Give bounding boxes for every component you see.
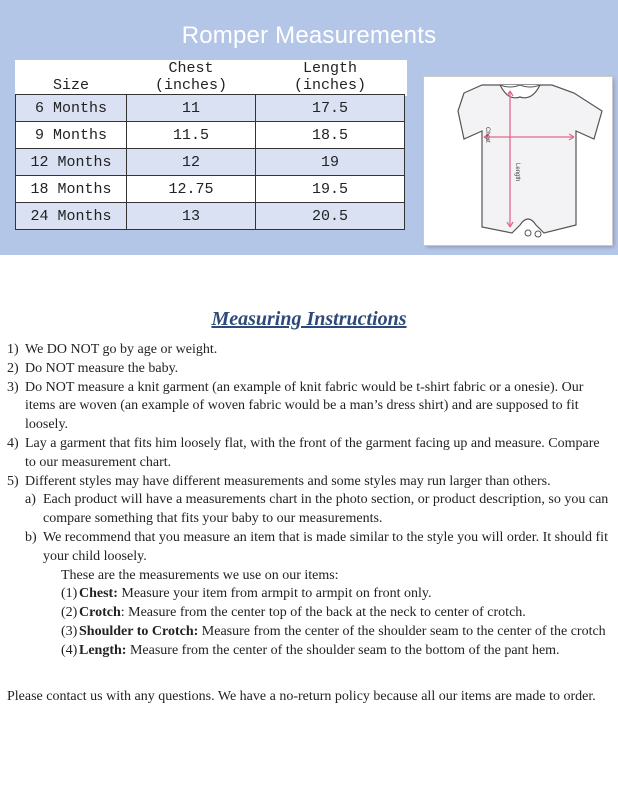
measurement-description: Measure from the center of the shoulder seam to the bottom of the pant hem. bbox=[126, 642, 560, 658]
column-header-size bbox=[16, 60, 127, 95]
sub-list-item bbox=[7, 529, 612, 567]
list-number: 5) bbox=[7, 473, 19, 489]
cell-length: 19 bbox=[256, 149, 405, 176]
table-row bbox=[16, 95, 405, 122]
romper-sketch-icon bbox=[424, 77, 612, 245]
contact-note: Please contact us with any questions. We have a no-return policy because all our items are made to order. bbox=[7, 689, 596, 704]
romper-diagram bbox=[424, 77, 612, 245]
list-text: Different styles may have different measurements and some styles may run larger than others. bbox=[25, 473, 551, 489]
list-item bbox=[7, 379, 612, 435]
measurement-number: (1) bbox=[61, 586, 78, 602]
cell-length: 19.5 bbox=[256, 176, 405, 203]
measurement-description: Measure from the center of the shoulder seam to the center of the crotch bbox=[198, 623, 606, 639]
list-item bbox=[7, 473, 612, 492]
column-header-chest-line1: Chest bbox=[168, 60, 214, 77]
measurement-item bbox=[7, 623, 612, 642]
measurement-table bbox=[15, 60, 405, 230]
column-header-length-line1: Length bbox=[302, 60, 357, 77]
measurement-term: Length: bbox=[79, 642, 127, 658]
measurement-item bbox=[7, 604, 612, 623]
list-item bbox=[7, 360, 612, 379]
instructions-list bbox=[7, 341, 612, 661]
measurement-term: Shoulder to Crotch: bbox=[79, 623, 199, 639]
cell-chest: 12 bbox=[127, 149, 256, 176]
measurement-description: : Measure from the center top of the back at the neck to center of crotch. bbox=[120, 605, 526, 621]
column-header-length-line2: (inches) bbox=[293, 77, 366, 94]
measurement-number: (4) bbox=[61, 642, 78, 658]
list-number: 2) bbox=[7, 360, 19, 376]
cell-size: 6 Months bbox=[16, 95, 127, 122]
page-title: Romper Measurements bbox=[181, 22, 437, 49]
measurement-item bbox=[7, 642, 612, 661]
list-text: Do NOT measure a knit garment (an example of knit fabric would be t-shirt fabric or a onesie). Our items are woven (an example of woven fabric would be a man’s dress shirt) and are supposed to fit loosely. bbox=[25, 379, 584, 433]
table-row bbox=[16, 149, 405, 176]
measurements-intro: These are the measurements we use on our items: bbox=[61, 567, 339, 583]
length-label: Length bbox=[514, 163, 520, 182]
cell-chest: 12.75 bbox=[127, 176, 256, 203]
cell-length: 18.5 bbox=[256, 122, 405, 149]
column-header-chest-line2: (inches) bbox=[154, 77, 227, 94]
table-row bbox=[16, 203, 405, 230]
list-number: 4) bbox=[7, 435, 19, 451]
measurement-item bbox=[7, 585, 612, 604]
list-number: 1) bbox=[7, 342, 19, 357]
list-number: 3) bbox=[7, 379, 19, 395]
chest-label: Chest bbox=[484, 127, 490, 143]
cell-size: 12 Months bbox=[16, 149, 127, 176]
sub-list-text: We recommend that you measure an item that is made similar to the style you will order. It should fit your child loosely. bbox=[43, 529, 608, 564]
table-header-row bbox=[16, 60, 405, 95]
sub-list-item bbox=[7, 491, 612, 529]
sub-list-letter: b) bbox=[25, 529, 37, 545]
measurement-number: (3) bbox=[61, 623, 78, 639]
measurement-text bbox=[79, 623, 612, 642]
table-row bbox=[16, 176, 405, 203]
list-item bbox=[7, 341, 612, 360]
sub-list-letter: a) bbox=[25, 492, 36, 508]
measurement-number: (2) bbox=[61, 605, 78, 621]
cell-chest: 11 bbox=[127, 95, 256, 122]
list-item bbox=[7, 435, 612, 473]
cell-size: 24 Months bbox=[16, 203, 127, 230]
cell-length: 17.5 bbox=[256, 95, 405, 122]
cell-chest: 11.5 bbox=[127, 122, 256, 149]
measurement-term: Crotch bbox=[79, 605, 121, 621]
measurement-text bbox=[79, 642, 612, 661]
cell-chest: 13 bbox=[127, 203, 256, 230]
measurement-term: Chest: bbox=[79, 586, 118, 602]
list-text: We DO NOT go by age or weight. bbox=[25, 342, 218, 357]
sub-list-text: Each product will have a measurements chart in the photo section, or product description, so you can compare something that fits your baby to our measurements. bbox=[43, 492, 609, 527]
column-header-size-label: Size bbox=[52, 77, 89, 94]
list-text: Do NOT measure the baby. bbox=[25, 360, 179, 376]
list-text: Lay a garment that fits him loosely flat, with the front of the garment facing up and measure. Compare to our measurement chart. bbox=[25, 435, 600, 470]
measurement-description: Measure your item from armpit to armpit on front only. bbox=[117, 586, 432, 602]
cell-size: 18 Months bbox=[16, 176, 127, 203]
cell-size: 9 Months bbox=[16, 122, 127, 149]
table-row bbox=[16, 122, 405, 149]
column-header-length bbox=[256, 60, 405, 95]
column-header-chest bbox=[127, 60, 256, 95]
measurement-text bbox=[79, 585, 612, 604]
measurement-text bbox=[79, 604, 612, 623]
cell-length: 20.5 bbox=[256, 203, 405, 230]
instructions-heading: Measuring Instructions bbox=[211, 308, 407, 330]
